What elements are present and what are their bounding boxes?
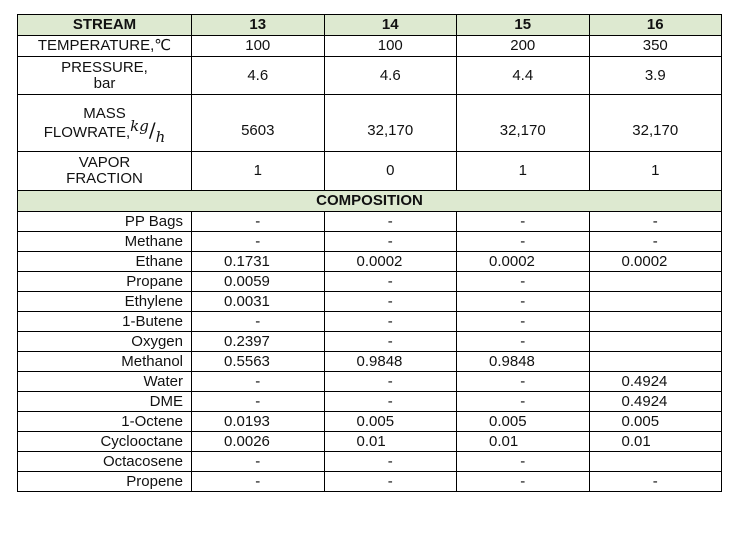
component-fraction: -: [324, 452, 457, 472]
temperature-value: 350: [589, 36, 722, 57]
component-fraction: 0.0026: [192, 432, 325, 452]
component-fraction: -: [324, 232, 457, 252]
vapor-fraction-row: [18, 152, 722, 191]
component-fraction: -: [324, 332, 457, 352]
pressure-label: [18, 57, 192, 95]
vapor-fraction-value: 1: [457, 152, 590, 191]
component-fraction: 0.01: [457, 432, 590, 452]
component-name: Ethane: [18, 252, 192, 272]
component-fraction: 0.005: [589, 412, 722, 432]
component-name: Ethylene: [18, 292, 192, 312]
composition-row: [18, 392, 722, 412]
composition-header-row: [18, 191, 722, 212]
composition-row: [18, 292, 722, 312]
component-fraction: -: [324, 372, 457, 392]
component-fraction: -: [457, 272, 590, 292]
component-fraction: -: [589, 212, 722, 232]
temperature-row: [18, 36, 722, 57]
component-fraction: -: [589, 472, 722, 492]
mass-flowrate-value: [192, 95, 325, 152]
component-fraction: 0.01: [324, 432, 457, 452]
component-name: Methanol: [18, 352, 192, 372]
composition-row: [18, 252, 722, 272]
vapor-fraction-label-line1: VAPOR: [78, 154, 131, 171]
component-fraction: -: [324, 312, 457, 332]
component-fraction: [589, 292, 722, 312]
composition-row: [18, 452, 722, 472]
component-fraction: -: [457, 292, 590, 312]
pressure-value: 4.4: [457, 57, 590, 95]
component-fraction: [589, 272, 722, 292]
component-fraction: 0.01: [589, 432, 722, 452]
composition-row: [18, 212, 722, 232]
mass-flowrate-value-text: 5603: [241, 122, 275, 139]
temperature-value: 100: [324, 36, 457, 57]
temperature-value: 100: [192, 36, 325, 57]
pressure-row: [18, 57, 722, 95]
composition-body: [18, 212, 722, 492]
component-fraction: 0.0059: [192, 272, 325, 292]
component-name: 1-Octene: [18, 412, 192, 432]
component-name: DME: [18, 392, 192, 412]
component-name: Oxygen: [18, 332, 192, 352]
component-fraction: -: [457, 472, 590, 492]
component-fraction: -: [324, 392, 457, 412]
component-name: Cyclooctane: [18, 432, 192, 452]
component-fraction: [589, 352, 722, 372]
component-fraction: [589, 452, 722, 472]
component-fraction: -: [457, 372, 590, 392]
component-fraction: -: [192, 472, 325, 492]
unit-denominator: h: [155, 127, 166, 146]
unit-slash: /: [148, 117, 156, 142]
component-fraction: [589, 312, 722, 332]
mass-flowrate-label: [18, 95, 192, 152]
composition-row: [18, 332, 722, 352]
mass-flowrate-row: [18, 95, 722, 152]
component-fraction: 0.0002: [457, 252, 590, 272]
mass-flowrate-label-line2-wrap: [22, 116, 187, 146]
component-fraction: 0.0002: [324, 252, 457, 272]
component-fraction: -: [192, 312, 325, 332]
component-fraction: [589, 332, 722, 352]
composition-row: [18, 352, 722, 372]
component-fraction: -: [324, 212, 457, 232]
temperature-label: TEMPERATURE,℃: [18, 36, 192, 57]
component-fraction: -: [192, 452, 325, 472]
stream-table: [17, 14, 722, 492]
vapor-fraction-label: [18, 152, 192, 191]
composition-row: [18, 432, 722, 452]
component-fraction: -: [324, 292, 457, 312]
pressure-label-line1: PRESSURE,: [61, 58, 148, 76]
vapor-fraction-label-line2: FRACTION: [66, 170, 143, 187]
component-fraction: 0.9848: [457, 352, 590, 372]
component-fraction: 0.0031: [192, 292, 325, 312]
component-fraction: 0.0193: [192, 412, 325, 432]
component-fraction: -: [457, 232, 590, 252]
mass-flowrate-value: [589, 95, 722, 152]
component-fraction: 0.2397: [192, 332, 325, 352]
header-stream-16: 16: [589, 15, 722, 36]
component-fraction: 0.005: [457, 412, 590, 432]
pressure-label-line2: bar: [93, 74, 116, 92]
component-fraction: 0.4924: [589, 392, 722, 412]
mass-flowrate-unit: [130, 116, 166, 146]
component-fraction: -: [457, 452, 590, 472]
component-fraction: -: [192, 232, 325, 252]
component-fraction: 0.4924: [589, 372, 722, 392]
component-fraction: -: [589, 232, 722, 252]
component-fraction: 0.0002: [589, 252, 722, 272]
component-fraction: -: [192, 372, 325, 392]
pressure-value: 4.6: [192, 57, 325, 95]
component-fraction: -: [324, 472, 457, 492]
composition-row: [18, 232, 722, 252]
component-fraction: 0.1731: [192, 252, 325, 272]
component-fraction: -: [457, 332, 590, 352]
composition-title: COMPOSITION: [18, 191, 722, 212]
header-stream-14: 14: [324, 15, 457, 36]
composition-row: [18, 412, 722, 432]
component-name: Methane: [18, 232, 192, 252]
vapor-fraction-value: 1: [192, 152, 325, 191]
composition-row: [18, 312, 722, 332]
component-fraction: 0.005: [324, 412, 457, 432]
header-stream-label: STREAM: [18, 15, 192, 36]
component-fraction: 0.5563: [192, 352, 325, 372]
component-name: Octacosene: [18, 452, 192, 472]
component-fraction: -: [192, 392, 325, 412]
component-fraction: -: [324, 272, 457, 292]
pressure-value: 3.9: [589, 57, 722, 95]
component-name: Propene: [18, 472, 192, 492]
mass-flowrate-value-text: 32,170: [499, 122, 546, 139]
unit-numerator: kg: [130, 116, 149, 135]
component-name: PP Bags: [18, 212, 192, 232]
component-fraction: -: [457, 392, 590, 412]
component-name: Propane: [18, 272, 192, 292]
header-stream-15: 15: [457, 15, 590, 36]
component-name: 1-Butene: [18, 312, 192, 332]
header-stream-13: 13: [192, 15, 325, 36]
component-fraction: -: [192, 212, 325, 232]
composition-row: [18, 472, 722, 492]
mass-flowrate-value-text: 32,170: [632, 122, 679, 139]
mass-flowrate-label-line2: FLOWRATE,: [43, 123, 131, 141]
mass-flowrate-value: [324, 95, 457, 152]
composition-row: [18, 272, 722, 292]
component-fraction: -: [457, 312, 590, 332]
component-name: Water: [18, 372, 192, 392]
pressure-value: 4.6: [324, 57, 457, 95]
vapor-fraction-value: 1: [589, 152, 722, 191]
mass-flowrate-value: [457, 95, 590, 152]
header-row: [18, 15, 722, 36]
composition-row: [18, 372, 722, 392]
component-fraction: 0.9848: [324, 352, 457, 372]
mass-flowrate-label-line1: MASS: [83, 104, 126, 122]
mass-flowrate-value-text: 32,170: [367, 122, 414, 139]
vapor-fraction-value: 0: [324, 152, 457, 191]
temperature-value: 200: [457, 36, 590, 57]
component-fraction: -: [457, 212, 590, 232]
